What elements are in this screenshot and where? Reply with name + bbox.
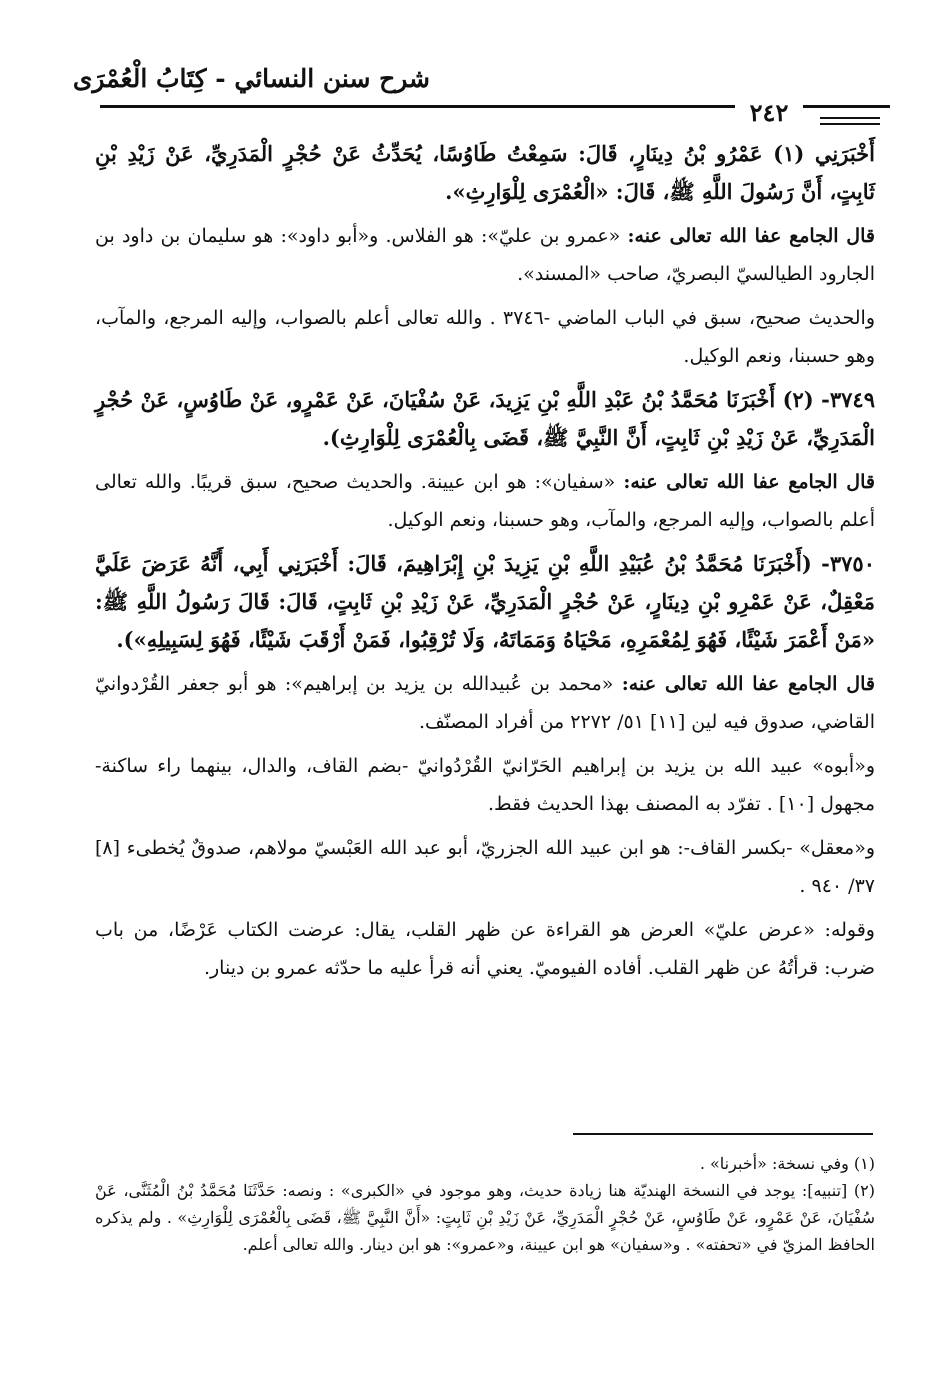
footnotes [95, 1150, 875, 1258]
footnote-1: (١) وفي نسخة: «أخبرنا» . [699, 1154, 875, 1173]
commentary-label: قال الجامع عفا الله تعالى عنه: [621, 673, 875, 695]
footnote-2: (٢) [تنبيه]: يوجد في النسخة الهنديّة هنا زيادة حديث، وهو موجود في «الكبرى» : ونصه: حَدَّثَنَا مُحَمَّدُ بْنُ الْمُثَنَّى، عَنْ سُفْيَانَ، عَنْ عَمْرٍو، عَنْ طَاوُسٍ، عَنْ حُجْرٍ الْمَدَرِيِّ، عَنْ زَيْدِ بْنِ ثَابِتٍ: «أَنَّ النَّبِيَّ ﷺ، قَضَى بِالْعُمْرَى لِلْوَارِثِ» . ولم يذكره الحافظ المزيّ في «تحفته» . و«سفيان» هو ابن عيينة، و«عمرو»: هو ابن دينار. والله تعالى أعلم. [95, 1181, 875, 1254]
commentary-paragraph: و«أبوه» عبيد الله بن يزيد بن إبراهيم الحَرّانيّ القُرْدُوانيّ -بضم القاف، والدال، بينهما راء ساكنة- مجهول [١٠] . تفرّد به المصنف بهذا الحديث فقط. [95, 755, 875, 815]
commentary-text: «عمرو بن عليّ»: هو الفلاس. و«أبو داود»: هو سليمان بن داود بن الجارود الطيالسيّ البصريّ، صاحب «المسند». [95, 225, 875, 285]
page-number: ٢٤٢ [735, 98, 803, 127]
page-number-ornament [820, 117, 880, 125]
commentary-paragraph: والحديث صحيح، سبق في الباب الماضي -٣٧٤٦ . والله تعالى أعلم بالصواب، وإليه المرجع، والمآب، وهو حسبنا، ونعم الوكيل. [95, 307, 875, 367]
running-header-title: شرح سنن النسائي - كِتَابُ الْعُمْرَى [72, 64, 430, 93]
commentary-text: «سفيان»: هو ابن عيينة. والحديث صحيح، سبق قريبًا. والله تعالى أعلم بالصواب، وإليه المرجع، والمآب، وهو حسبنا، ونعم الوكيل. [95, 471, 875, 531]
hadith-3749: ٣٧٤٩- (٢) أَخْبَرَنَا مُحَمَّدُ بْنُ عَبْدِ اللَّهِ بْنِ يَزِيدَ، عَنْ سُفْيَانَ، عَنْ عَمْرٍو، عَنْ طَاوُسٍ، عَنْ حُجْرٍ الْمَدَرِيِّ، عَنْ زَيْدِ بْنِ ثَابِتٍ، أَنَّ النَّبِيَّ ﷺ، قَضَى بِالْعُمْرَى لِلْوَارِثِ). [95, 387, 875, 450]
commentary-text: «محمد بن عُبيدالله بن يزيد بن إبراهيم»: هو أبو جعفر القُرْدوانيّ القاضي، صدوق فيه لين [١١] ٥١/ ٢٢٧٢ من أفراد المصنّف. [95, 673, 875, 733]
hadith-3750: ٣٧٥٠- (أَخْبَرَنَا مُحَمَّدُ بْنُ عُبَيْدِ اللَّهِ بْنِ يَزِيدَ بْنِ إِبْرَاهِيمَ، قَالَ: أَخْبَرَنِي أَبِي، أَنَّهُ عَرَضَ عَلَيَّ مَعْقِلٌ، عَنْ عَمْرِو بْنِ دِينَارٍ، عَنْ حُجْرٍ الْمَدَرِيِّ، عَنْ زَيْدِ بْنِ ثَابِتٍ، قَالَ: قَالَ رَسُولُ اللَّهِ ﷺ: «مَنْ أَعْمَرَ شَيْئًا، فَهُوَ لِمُعْمَرِهِ، مَحْيَاهُ وَمَمَاتَهُ، وَلَا تُرْقِبُوا، فَمَنْ أَرْقَبَ شَيْئًا، فَهُوَ لِسَبِيلِهِ»). [95, 551, 875, 652]
hadith-continuation: أَخْبَرَنِي (١) عَمْرُو بْنُ دِينَارٍ، قَالَ: سَمِعْتُ طَاوُسًا، يُحَدِّثُ عَنْ حُجْرٍ الْمَدَرِيِّ، عَنْ زَيْدِ بْنِ ثَابِتٍ، أَنَّ رَسُولَ اللَّهِ ﷺ، قَالَ: «الْعُمْرَى لِلْوَارِثِ». [95, 141, 875, 204]
main-text [95, 135, 875, 993]
commentary-paragraph [95, 665, 875, 741]
commentary-paragraph [95, 463, 875, 539]
commentary-label: قال الجامع عفا الله تعالى عنه: [627, 225, 875, 247]
commentary-paragraph [95, 217, 875, 293]
commentary-label: قال الجامع عفا الله تعالى عنه: [623, 471, 875, 493]
commentary-paragraph: و«معقل» -بكسر القاف-: هو ابن عبيد الله الجزريّ، أبو عبد الله العَبْسيّ مولاهم، صدوقٌ يُخطىء [٨] ٣٧/ ٩٤٠ . [95, 837, 875, 897]
footnote-separator [573, 1133, 873, 1135]
commentary-paragraph: وقوله: «عرض عليّ» العرض هو القراءة عن ظهر القلب، يقال: عرضت الكتاب عَرْضًا، من باب ضرب: قرأتُهُ عن ظهر القلب. أفاده الفيوميّ. يعني أنه قرأ عليه ما حدّثه عمرو بن دينار. [95, 919, 875, 979]
